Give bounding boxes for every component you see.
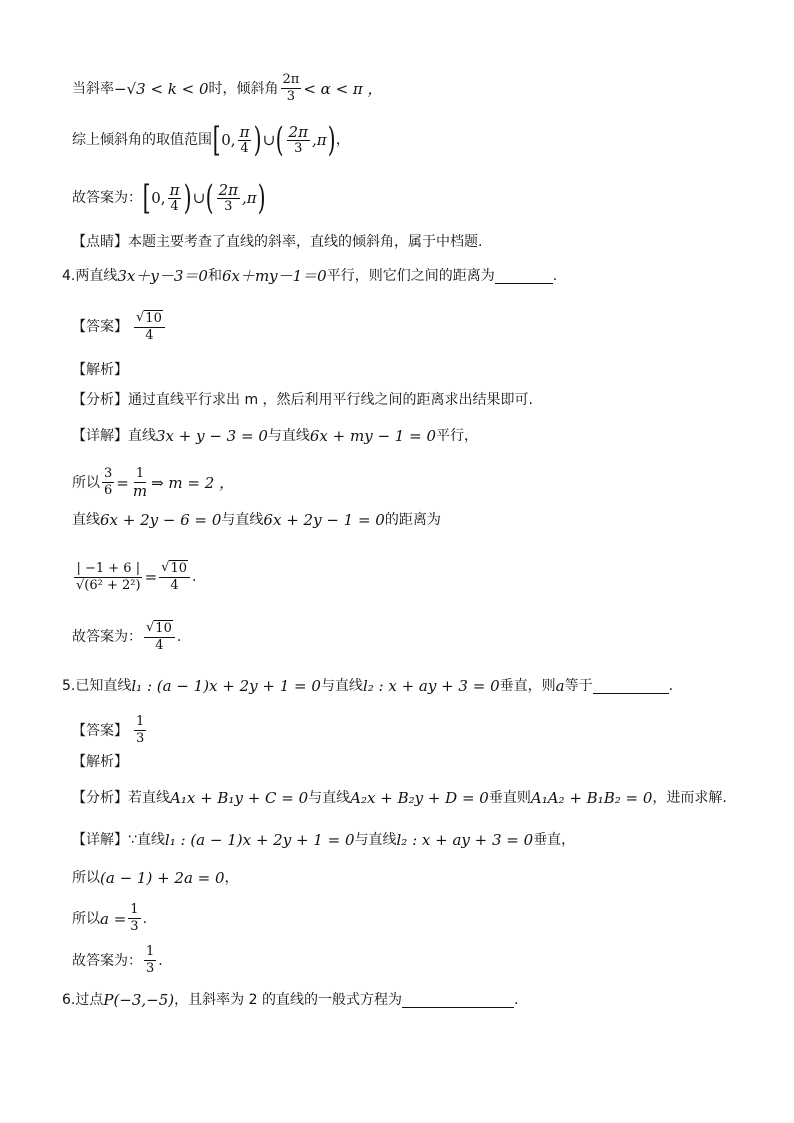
answer-label: 【答案】	[72, 319, 128, 335]
text: 时，倾斜角	[208, 80, 279, 97]
answer-4	[72, 310, 754, 344]
analysis-text: 【分析】通过直线平行求出 m ，然后利用平行线之间的距离求出结果即可.	[72, 392, 533, 408]
answer-blank	[495, 269, 553, 284]
analysis-heading: 【解析】	[72, 362, 128, 378]
equation-line: 所以 (a − 1) + 2a = 0 ，	[72, 869, 239, 887]
question-5: 5. 已知直线 l₁ : (a − 1)x + 2y + 1 = 0 与直线 l₂ : x + ay + 3 = 0 垂直，则 a 等于 .	[62, 677, 674, 695]
question-4: 4. 两直线 3x＋y－3＝0 和 6x＋my－1＝0 平行，则它们之间的距离为 .	[62, 267, 558, 285]
detail-5: 【详解】∵直线 l₁ : (a − 1)x + 2y + 1 = 0 与直线 l₂ : x + ay + 3 = 0 垂直，	[72, 831, 576, 849]
slope-range: −√3 < k < 0	[114, 79, 209, 98]
fraction: $\frac{2\pi}{3}$	[282, 72, 300, 104]
remark-line	[72, 232, 754, 252]
analysis-5: 【分析】若直线 A₁x + B₁y + C = 0 与直线 A₂x + B₂y + D = 0 垂直则 A₁A₂ + B₁B₂ = 0 ，进而求解.	[72, 789, 727, 807]
question-6: 6. 过点 P(−3,−5) ，且斜率为 2 的直线的一般式方程为 .	[62, 991, 519, 1009]
text: 综上倾斜角的取值范围	[72, 132, 212, 148]
answer-line: 故答案为： [ 0, $\frac{\pi}{4}$ ) ∪ ( $\frac{2\pi}{3}$ ,π )	[72, 178, 266, 218]
answer-5: 【答案】 $\frac{1}{3}$	[72, 714, 145, 746]
equation: 6x＋my－1＝0	[221, 267, 327, 285]
analysis-heading: 【解析】	[72, 754, 128, 770]
answer-blank	[402, 993, 514, 1008]
final-answer-5: 故答案为： $\frac{1}{3}$ .	[72, 944, 163, 976]
fraction: $\frac{\pi}{4}$	[169, 180, 180, 214]
point: P(−3,−5)	[103, 991, 175, 1009]
question-number: 6.	[62, 992, 76, 1008]
distance-line: 直线 6x + 2y − 6 = 0 与直线 6x + 2y − 1 = 0 的距离为	[72, 511, 441, 529]
distance-calc: $\frac{| -1 + 6 |}{\text{√(6² + 2²)}}$ = √ 10 4 .	[76, 560, 197, 593]
fraction: $\frac{2\pi}{3}$	[288, 122, 308, 156]
text: 当斜率	[72, 80, 114, 97]
fraction: $\frac{\pi}{4}$	[239, 122, 250, 156]
slope-condition-line	[72, 72, 754, 105]
final-answer-4: 故答案为： √ 10 4 .	[72, 620, 182, 653]
ratio-line: 所以 $\frac{3}{6}$ = $\frac{1}{m}$ ⇒ m = 2 ，	[72, 466, 235, 500]
answer-blank	[593, 679, 669, 694]
answer-label: 【答案】	[72, 722, 128, 739]
question-number: 4.	[62, 268, 76, 284]
answer-fraction: √ 10 4	[134, 310, 165, 344]
question-number: 5.	[62, 678, 76, 694]
detail-4: 【详解】直线 3x + y − 3 = 0 与直线 6x + my − 1 = 0 平行，	[72, 427, 478, 445]
angle-range: < α < π ，	[303, 79, 383, 98]
solve-line: 所以 a = $\frac{1}{3}$ .	[72, 902, 148, 934]
equation: 3x＋y－3＝0	[117, 267, 208, 285]
remark-text: 【点睛】本题主要考查了直线的斜率，直线的倾斜角，属于中档题.	[72, 234, 483, 250]
fraction: $\frac{2\pi}{3}$	[218, 180, 238, 214]
range-summary-line: 综上倾斜角的取值范围 [ 0, $\frac{\pi}{4}$ ) ∪ ( $\frac{2\pi}{3}$ ,π ) ，	[72, 120, 350, 160]
analysis-4	[72, 390, 754, 410]
text: 故答案为：	[72, 190, 142, 206]
